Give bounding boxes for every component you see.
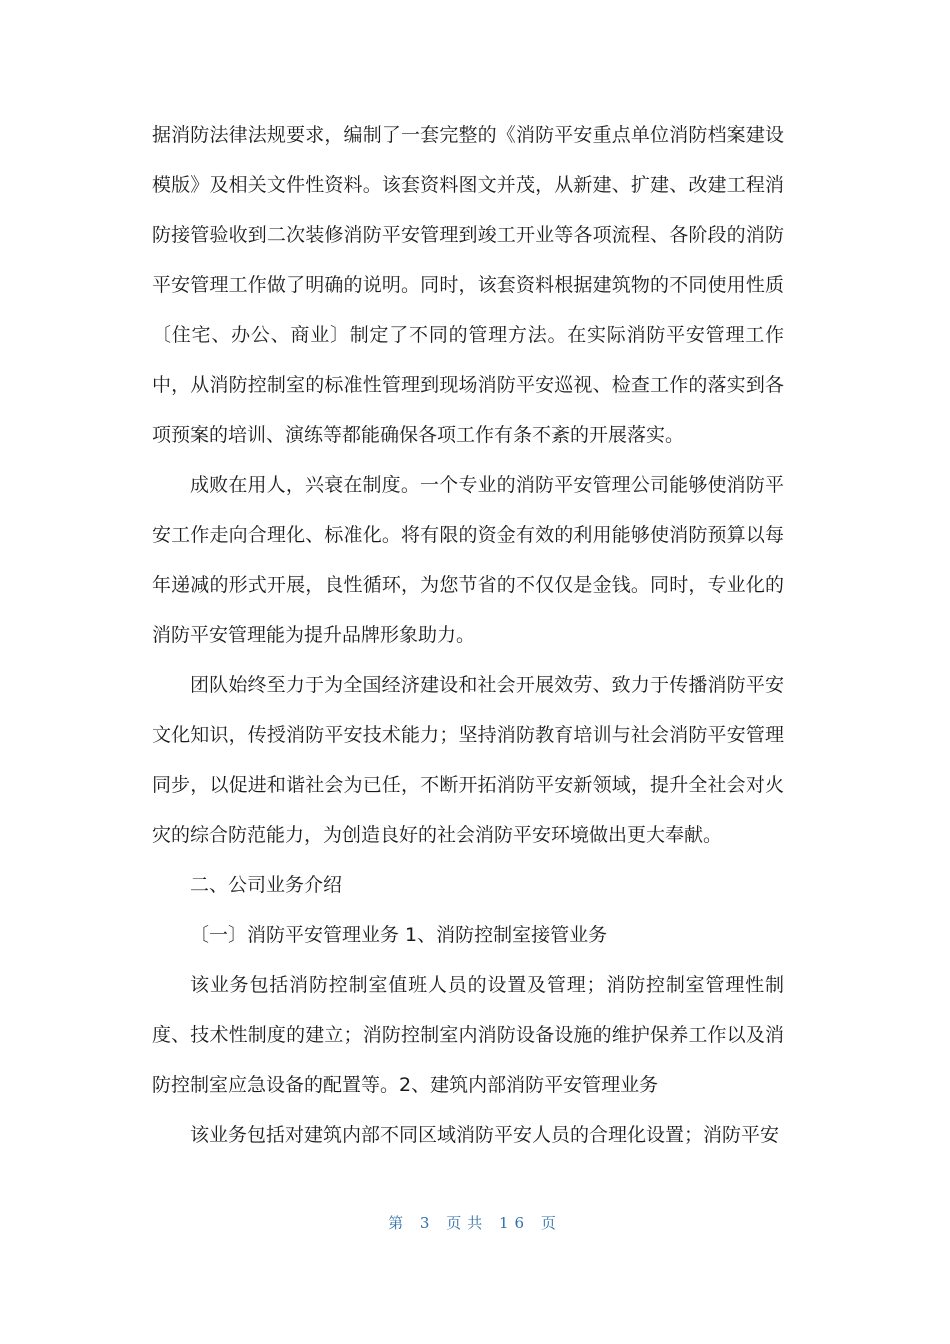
footer-current-page: 3: [419, 1214, 436, 1232]
paragraph-building-internal: 该业务包括对建筑内部不同区域消防平安人员的合理化设置；消防平安: [190, 1124, 780, 1146]
paragraph-team-mission: 团队始终至力于为全国经济建设和社会开展效劳、致力于传播消防平安文化知识，传授消防平安技术能力；坚持消防教育培训与社会消防平安管理同步，以促进和谐社会为已任，不断开拓消防平安新领域，提升全社会对火灾的综合防范能力，为创造良好的社会消防平安环境做出更大奉献。: [152, 674, 784, 846]
footer-suffix: 页: [540, 1214, 562, 1232]
body-text: [152, 110, 784, 1160]
paragraph-continuation: 据消防法律法规要求，编制了一套完整的《消防平安重点单位消防档案建设模版》及相关文件性资料。该套资料图文并茂，从新建、扩建、改建工程消防接管验收到二次装修消防平安管理到竣工开业等各项流程、各阶段的消防平安管理工作做了明确的说明。同时，该套资料根据建筑物的不同使用性质〔住宅、办公、商业〕制定了不同的管理方法。在实际消防平安管理工作中，从消防控制室的标准性管理到现场消防平安巡视、检查工作的落实到各项预案的培训、演练等都能确保各项工作有条不紊的开展落实。: [152, 124, 784, 446]
subsection-heading-management: 〔一〕消防平安管理业务 1、消防控制室接管业务: [190, 924, 608, 946]
footer-middle: 页共: [446, 1214, 489, 1232]
footer-prefix: 第: [388, 1214, 410, 1232]
footer-total-pages: 16: [499, 1214, 531, 1232]
paragraph-control-room: 该业务包括消防控制室值班人员的设置及管理；消防控制室管理性制度、技术性制度的建立；消防控制室内消防设备设施的维护保养工作以及消防控制室应急设备的配置等。2、建筑内部消防平安管理业务: [152, 974, 784, 1096]
page-footer: [0, 1212, 950, 1233]
paragraph-success-institution: 成败在用人，兴衰在制度。一个专业的消防平安管理公司能够使消防平安工作走向合理化、标准化。将有限的资金有效的利用能够使消防预算以每年递减的形式开展，良性循环，为您节省的不仅仅是金钱。同时，专业化的消防平安管理能为提升品牌形象助力。: [152, 474, 784, 646]
section-heading-business: 二、公司业务介绍: [190, 874, 343, 896]
